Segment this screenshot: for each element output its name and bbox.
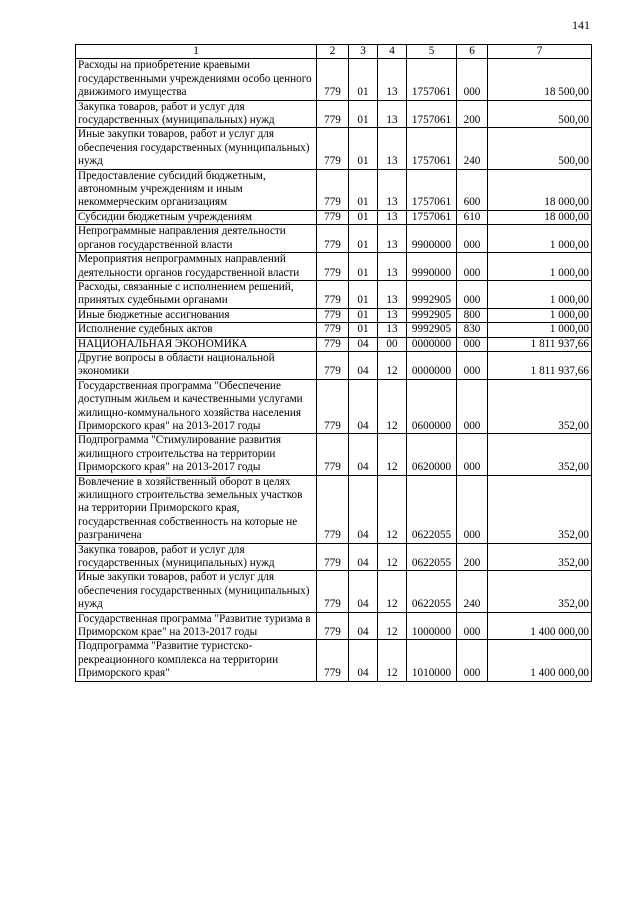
ministry-code: 779 — [317, 323, 349, 337]
section-code: 04 — [349, 612, 378, 640]
subsection-code: 13 — [378, 253, 407, 281]
table-row — [76, 337, 592, 351]
section-code: 01 — [349, 128, 378, 169]
ministry-code: 779 — [317, 379, 349, 434]
amount: 18 500,00 — [488, 59, 592, 100]
ministry-code: 779 — [317, 210, 349, 224]
ministry-code: 779 — [317, 571, 349, 612]
subsection-code: 12 — [378, 543, 407, 571]
target-article: 9992905 — [407, 280, 457, 308]
target-article: 1010000 — [407, 640, 457, 681]
amount: 1 000,00 — [488, 253, 592, 281]
item-name: Закупка товаров, работ и услуг для государственных (муниципальных) нужд — [76, 543, 317, 571]
amount: 352,00 — [488, 434, 592, 475]
target-article: 1757061 — [407, 100, 457, 128]
column-header-5: 5 — [407, 45, 457, 59]
expense-type: 000 — [457, 253, 488, 281]
table-row — [76, 640, 592, 681]
column-header-1: 1 — [76, 45, 317, 59]
table-row — [76, 128, 592, 169]
subsection-code: 13 — [378, 210, 407, 224]
table-header-row — [76, 45, 592, 59]
subsection-code: 12 — [378, 475, 407, 543]
expense-type: 000 — [457, 225, 488, 253]
target-article: 9990000 — [407, 253, 457, 281]
target-article: 0622055 — [407, 475, 457, 543]
expense-type: 200 — [457, 100, 488, 128]
item-name: Подпрограмма "Развитие туристско-рекреационного комплекса на территории Приморского края" — [76, 640, 317, 681]
item-name: Вовлечение в хозяйственный оборот в целях жилищного строительства земельных участков на территории Приморского края, государственная собственность на которые не разграничена — [76, 475, 317, 543]
table-row — [76, 169, 592, 210]
ministry-code: 779 — [317, 308, 349, 322]
section-code: 01 — [349, 59, 378, 100]
target-article: 9900000 — [407, 225, 457, 253]
expense-type: 240 — [457, 571, 488, 612]
target-article: 1757061 — [407, 169, 457, 210]
item-name: Исполнение судебных актов — [76, 323, 317, 337]
ministry-code: 779 — [317, 351, 349, 379]
expense-type: 000 — [457, 351, 488, 379]
subsection-code: 12 — [378, 351, 407, 379]
table-row — [76, 612, 592, 640]
table-row — [76, 475, 592, 543]
column-header-6: 6 — [457, 45, 488, 59]
expense-type: 000 — [457, 59, 488, 100]
column-header-4: 4 — [378, 45, 407, 59]
subsection-code: 13 — [378, 128, 407, 169]
section-code: 04 — [349, 640, 378, 681]
table-row — [76, 571, 592, 612]
table-row — [76, 100, 592, 128]
target-article: 1757061 — [407, 210, 457, 224]
section-code: 01 — [349, 253, 378, 281]
expense-type: 000 — [457, 434, 488, 475]
budget-table — [75, 44, 592, 682]
amount: 500,00 — [488, 128, 592, 169]
target-article: 0000000 — [407, 337, 457, 351]
table-row — [76, 351, 592, 379]
section-code: 01 — [349, 280, 378, 308]
section-code: 04 — [349, 379, 378, 434]
section-code: 01 — [349, 225, 378, 253]
section-code: 04 — [349, 351, 378, 379]
amount: 1 400 000,00 — [488, 640, 592, 681]
amount: 1 811 937,66 — [488, 337, 592, 351]
amount: 1 000,00 — [488, 225, 592, 253]
table-row — [76, 280, 592, 308]
section-code: 01 — [349, 100, 378, 128]
expense-type: 830 — [457, 323, 488, 337]
target-article: 9992905 — [407, 323, 457, 337]
expense-type: 200 — [457, 543, 488, 571]
section-code: 01 — [349, 210, 378, 224]
item-name: Государственная программа "Развитие туризма в Приморском крае" на 2013-2017 годы — [76, 612, 317, 640]
target-article: 9992905 — [407, 308, 457, 322]
item-name: Расходы на приобретение краевыми государственными учреждениями особо ценного движимого имущества — [76, 59, 317, 100]
table-row — [76, 308, 592, 322]
ministry-code: 779 — [317, 225, 349, 253]
table-body — [76, 59, 592, 681]
expense-type: 610 — [457, 210, 488, 224]
expense-type: 000 — [457, 640, 488, 681]
amount: 1 000,00 — [488, 323, 592, 337]
target-article: 1000000 — [407, 612, 457, 640]
section-code: 04 — [349, 434, 378, 475]
ministry-code: 779 — [317, 280, 349, 308]
subsection-code: 13 — [378, 169, 407, 210]
subsection-code: 12 — [378, 640, 407, 681]
table-row — [76, 59, 592, 100]
section-code: 04 — [349, 475, 378, 543]
subsection-code: 13 — [378, 225, 407, 253]
ministry-code: 779 — [317, 612, 349, 640]
ministry-code: 779 — [317, 640, 349, 681]
section-code: 01 — [349, 169, 378, 210]
table-row — [76, 434, 592, 475]
subsection-code: 12 — [378, 379, 407, 434]
amount: 18 000,00 — [488, 169, 592, 210]
item-name: Расходы, связанные с исполнением решений, принятых судебными органами — [76, 280, 317, 308]
item-name: Иные закупки товаров, работ и услуг для обеспечения государственных (муниципальных) нужд — [76, 128, 317, 169]
ministry-code: 779 — [317, 253, 349, 281]
amount: 1 811 937,66 — [488, 351, 592, 379]
table-row — [76, 323, 592, 337]
subsection-code: 13 — [378, 100, 407, 128]
target-article: 0000000 — [407, 351, 457, 379]
table-row — [76, 379, 592, 434]
ministry-code: 779 — [317, 100, 349, 128]
item-name: НАЦИОНАЛЬНАЯ ЭКОНОМИКА — [76, 337, 317, 351]
item-name: Мероприятия непрограммных направлений деятельности органов государственной власти — [76, 253, 317, 281]
section-code: 01 — [349, 323, 378, 337]
ministry-code: 779 — [317, 434, 349, 475]
section-code: 01 — [349, 308, 378, 322]
table-row — [76, 253, 592, 281]
item-name: Другие вопросы в области национальной экономики — [76, 351, 317, 379]
section-code: 04 — [349, 543, 378, 571]
item-name: Непрограммные направления деятельности органов государственной власти — [76, 225, 317, 253]
table-row — [76, 543, 592, 571]
target-article: 0622055 — [407, 571, 457, 612]
expense-type: 000 — [457, 475, 488, 543]
subsection-code: 12 — [378, 434, 407, 475]
amount: 352,00 — [488, 543, 592, 571]
expense-type: 800 — [457, 308, 488, 322]
table-row — [76, 225, 592, 253]
column-header-2: 2 — [317, 45, 349, 59]
page-number: 141 — [572, 18, 590, 32]
section-code: 04 — [349, 571, 378, 612]
subsection-code: 13 — [378, 308, 407, 322]
table-row — [76, 210, 592, 224]
column-header-7: 7 — [488, 45, 592, 59]
expense-type: 000 — [457, 379, 488, 434]
expense-type: 000 — [457, 337, 488, 351]
amount: 352,00 — [488, 379, 592, 434]
ministry-code: 779 — [317, 337, 349, 351]
column-header-3: 3 — [349, 45, 378, 59]
expense-type: 600 — [457, 169, 488, 210]
subsection-code: 13 — [378, 59, 407, 100]
item-name: Предоставление субсидий бюджетным, автономным учреждениям и иным некоммерческим организациям — [76, 169, 317, 210]
amount: 1 400 000,00 — [488, 612, 592, 640]
ministry-code: 779 — [317, 169, 349, 210]
item-name: Закупка товаров, работ и услуг для государственных (муниципальных) нужд — [76, 100, 317, 128]
amount: 1 000,00 — [488, 308, 592, 322]
subsection-code: 13 — [378, 280, 407, 308]
target-article: 0600000 — [407, 379, 457, 434]
item-name: Иные закупки товаров, работ и услуг для обеспечения государственных (муниципальных) нужд — [76, 571, 317, 612]
subsection-code: 12 — [378, 571, 407, 612]
subsection-code: 13 — [378, 323, 407, 337]
amount: 352,00 — [488, 475, 592, 543]
amount: 352,00 — [488, 571, 592, 612]
expense-type: 000 — [457, 280, 488, 308]
amount: 1 000,00 — [488, 280, 592, 308]
target-article: 1757061 — [407, 128, 457, 169]
item-name: Иные бюджетные ассигнования — [76, 308, 317, 322]
expense-type: 000 — [457, 612, 488, 640]
expense-type: 240 — [457, 128, 488, 169]
ministry-code: 779 — [317, 543, 349, 571]
ministry-code: 779 — [317, 128, 349, 169]
subsection-code: 00 — [378, 337, 407, 351]
amount: 500,00 — [488, 100, 592, 128]
section-code: 04 — [349, 337, 378, 351]
item-name: Субсидии бюджетным учреждениям — [76, 210, 317, 224]
ministry-code: 779 — [317, 475, 349, 543]
ministry-code: 779 — [317, 59, 349, 100]
amount: 18 000,00 — [488, 210, 592, 224]
subsection-code: 12 — [378, 612, 407, 640]
target-article: 0620000 — [407, 434, 457, 475]
item-name: Государственная программа "Обеспечение доступным жильем и качественными услугами жилищно-коммунального хозяйства населения Приморского края" на 2013-2017 годы — [76, 379, 317, 434]
target-article: 1757061 — [407, 59, 457, 100]
item-name: Подпрограмма "Стимулирование развития жилищного строительства на территории Приморского края" на 2013-2017 годы — [76, 434, 317, 475]
target-article: 0622055 — [407, 543, 457, 571]
